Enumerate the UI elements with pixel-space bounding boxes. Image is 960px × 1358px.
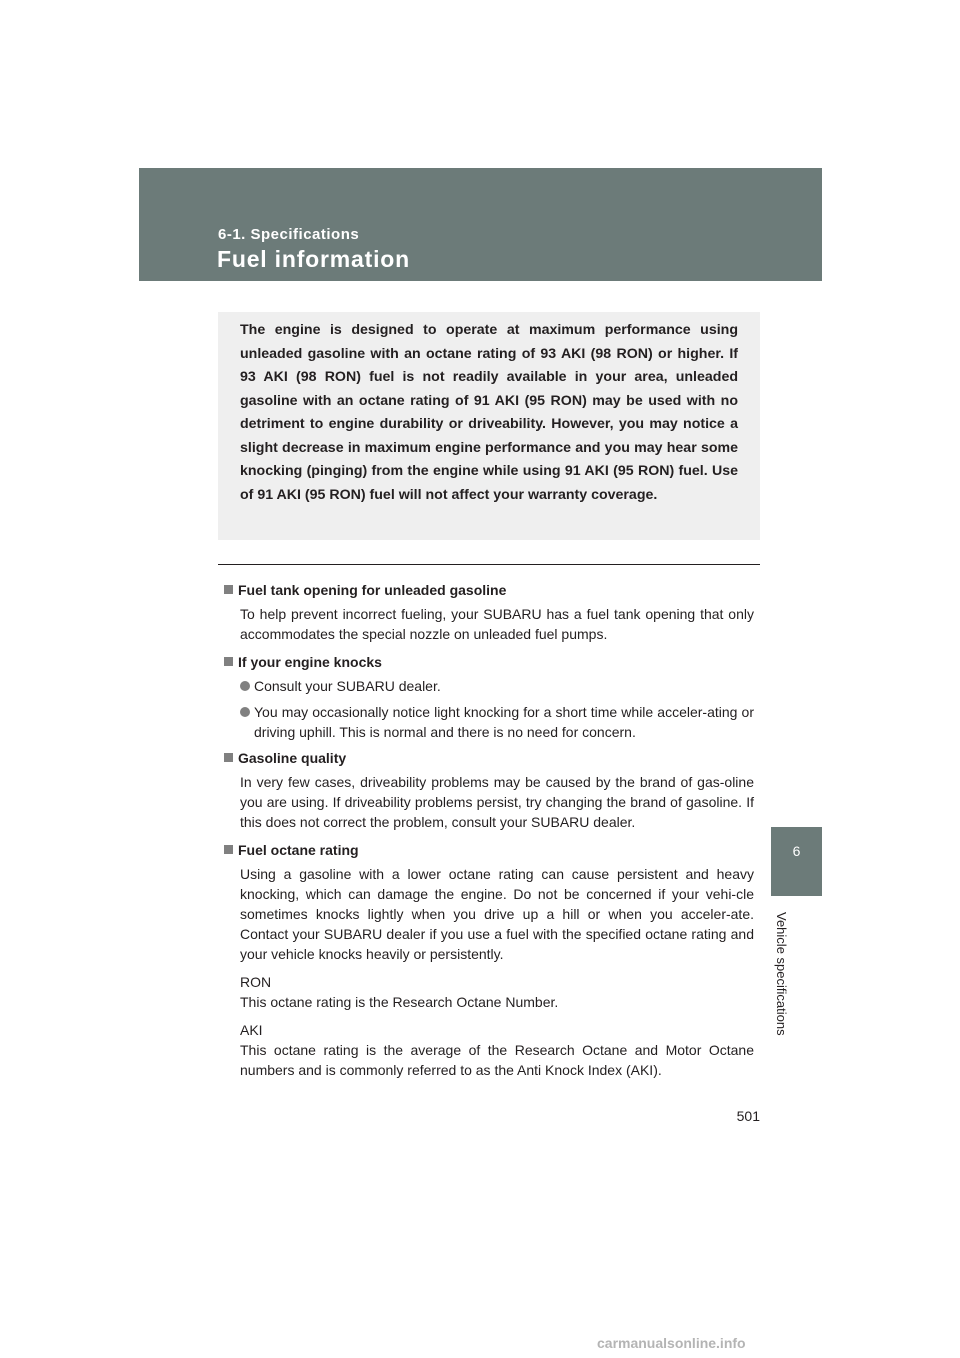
page-number: 501 bbox=[736, 1108, 760, 1124]
square-bullet-icon bbox=[224, 657, 233, 666]
intro-box bbox=[218, 312, 760, 540]
note-heading-fuel-tank bbox=[224, 580, 754, 600]
intro-text: The engine is designed to operate at maximum performance using unleaded gasoline with an octane rating of 93 AKI (98 RON) or higher. If 93 AKI (98 RON) fuel is not readily available in your area, unleaded gasoline with an octane rating of 91 AKI (95 RON) may be used with no detriment to engine durability or driveability. However, you may notice a slight decrease in maximum engine performance and you may hear some knocking (pinging) from the engine while using 91 AKI (95 RON) fuel. Use of 91 AKI (95 RON) fuel will not affect your warranty coverage. bbox=[240, 322, 738, 503]
note-heading-octane bbox=[224, 840, 754, 860]
section-divider bbox=[218, 564, 760, 565]
note-body-quality: In very few cases, driveability problems may be caused by the brand of gas-oline you are using. If driveability problems persist, try changing the brand of gasoline. If this does not correct the problem, consult your SUBARU dealer. bbox=[240, 774, 754, 830]
note-heading-text: Fuel octane rating bbox=[238, 842, 359, 858]
term-body-aki: This octane rating is the average of the Research Octane and Motor Octane numbers and is commonly referred to as the Anti Knock Index (AKI). bbox=[240, 1042, 754, 1078]
note-heading-text: If your engine knocks bbox=[238, 654, 382, 670]
chapter-tab bbox=[771, 827, 822, 896]
square-bullet-icon bbox=[224, 585, 233, 594]
note-heading-text: Fuel tank opening for unleaded gasoline bbox=[238, 582, 507, 598]
note-heading-text: Gasoline quality bbox=[238, 750, 347, 766]
bullet-text: You may occasionally notice light knocking for a short time while acceler-ating or driving uphill. This is normal and there is no need for concern. bbox=[254, 704, 754, 740]
bullet-item bbox=[240, 702, 754, 742]
section-label: 6-1. Specifications bbox=[218, 226, 360, 243]
circle-bullet-icon bbox=[240, 681, 250, 691]
chapter-number: 6 bbox=[792, 843, 801, 859]
chapter-label: Vehicle specifications bbox=[774, 912, 789, 1036]
term-label-ron: RON bbox=[240, 974, 272, 990]
circle-bullet-icon bbox=[240, 707, 250, 717]
note-heading-quality bbox=[224, 748, 754, 768]
bullet-item bbox=[240, 676, 754, 696]
header-band bbox=[139, 168, 822, 281]
page-title: Fuel information bbox=[217, 246, 410, 272]
note-body-octane: Using a gasoline with a lower octane rating can cause persistent and heavy knocking, which can damage the engine. Do not be concerned if your vehi-cle sometimes knocks lightly when you drive up a hill or when you acceler-ate. Contact your SUBARU dealer if you use a fuel with the specified octane rating and your vehicle knocks heavily or persistently. bbox=[240, 866, 754, 962]
term-body-ron: This octane rating is the Research Octane Number. bbox=[240, 994, 559, 1010]
note-body-fuel-tank: To help prevent incorrect fueling, your SUBARU has a fuel tank opening that only accommodates the special nozzle on unleaded fuel pumps. bbox=[240, 606, 754, 642]
notes-section bbox=[224, 580, 754, 1088]
note-heading-knocks bbox=[224, 652, 754, 672]
watermark: carmanualsonline.info bbox=[597, 1335, 746, 1351]
bullet-text: Consult your SUBARU dealer. bbox=[254, 678, 441, 694]
term-label-aki: AKI bbox=[240, 1022, 263, 1038]
square-bullet-icon bbox=[224, 845, 233, 854]
square-bullet-icon bbox=[224, 753, 233, 762]
